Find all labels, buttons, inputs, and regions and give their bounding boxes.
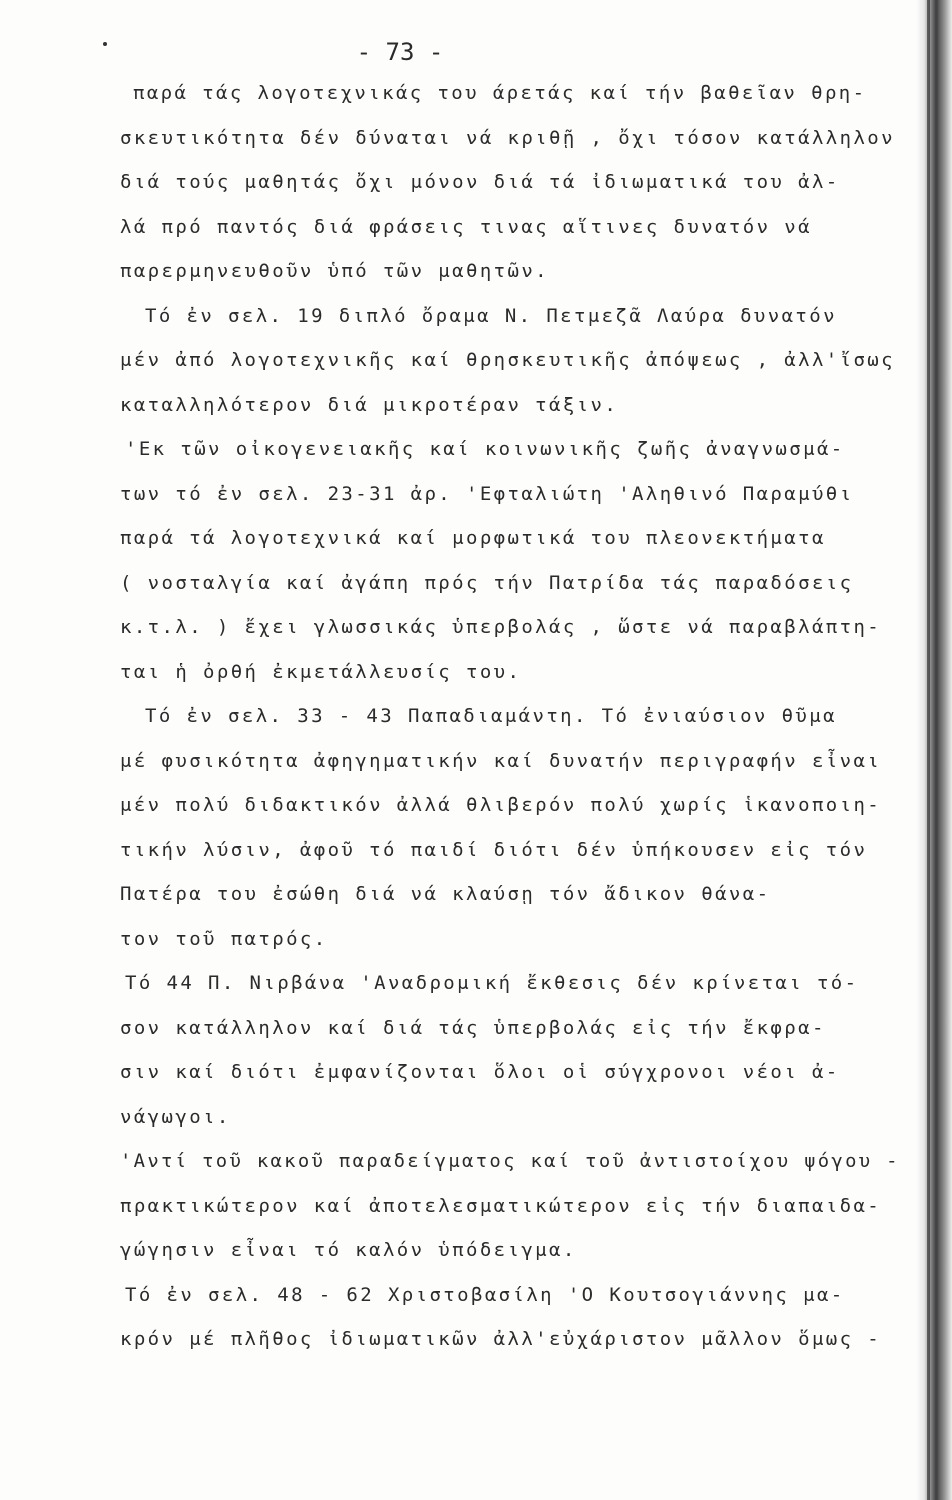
text-line: παρερμηνευθοῦν ὑπό τῶν μαθητῶν. [120,260,550,282]
text-line: σιν καί διότι ἐμφανίζονται ὅλοι οἱ σύγχρονοι νέοι ἀ- [120,1061,840,1083]
text-line: καταλληλότερον διά μικροτέραν τάξιν. [120,393,619,416]
text-line: παρά τά λογοτεχνικά καί μορφωτικά του πλεονεκτήματα [120,527,826,549]
text-line: ται ἡ ὀρθή ἐκμετάλλευσίς του. [120,660,522,683]
text-line: Τό ἐν σελ. 33 - 43 Παπαδιαμάντη. Τό ἐνιαύσιον θῦμα [145,705,837,727]
text-line: ( νοσταλγία καί ἀγάπη πρός τήν Πατρίδα τάς παραδόσεις [120,571,854,594]
text-line: Τό 44 Π. Νιρβάνα 'Αναδρομική ἔκθεσις δέν κρίνεται τό- [125,972,859,994]
text-line: των τό ἐν σελ. 23-31 ἀρ. 'Εφταλιώτη 'Αληθινό Παραμύθι [120,482,854,505]
page-number: - 73 - [356,38,444,66]
text-line: Τό ἐν σελ. 19 διπλό ὄραμα Ν. Πετμεζᾶ Λαύρα δυνατόν [145,304,837,327]
text-line: διά τούς μαθητάς ὄχι μόνον διά τά ἰδιωματικά του ἀλ- [120,171,840,193]
text-line: τικήν λύσιν, ἀφοῦ τό παιδί διότι δέν ὑπήκουσεν εἰς τόν [120,838,868,861]
text-line: Πατέρα του ἐσώθη διά νά κλαύσῃ τόν ἄδικον θάνα- [120,883,771,905]
text-line: 'Αντί τοῦ κακοῦ παραδείγματος καί τοῦ ἀντιστοίχου ψόγου - [120,1150,900,1172]
text-line: πρακτικώτερον καί ἀποτελεσματικώτερον εἰς τήν διαπαιδα- [120,1194,882,1217]
text-line: τον τοῦ πατρός. [120,927,328,950]
text-line: μέ φυσικότητα ἀφηγηματικήν καί δυνατήν περιγραφήν εἶναι [120,749,882,772]
text-line: σκευτικότητα δέν δύναται νά κριθῇ , ὄχι τόσον κατάλληλον [120,126,895,149]
text-line: μέν πολύ διδακτικόν ἀλλά θλιβερόν πολύ χωρίς ἱκανοποιη- [120,794,882,816]
text-line: κ.τ.λ. ) ἔχει γλωσσικάς ὑπερβολάς , ὥστε νά παραβλάπτη- [120,616,882,638]
binding-edge [916,0,952,1500]
text-line: νάγωγοι. [120,1105,231,1128]
text-line: γώγησιν εἶναι τό καλόν ὑπόδειγμα. [120,1239,577,1261]
text-line: κρόν μέ πλῆθος ἰδιωματικῶν ἀλλ'εὐχάριστον μᾶλλον ὅμως - [120,1328,882,1350]
binding-line [927,0,930,1500]
text-line: 'Εκ τῶν οἰκογενειακῆς καί κοινωνικῆς ζωῆς ἀναγνωσμά- [125,438,845,460]
binding-line [936,0,938,1500]
text-line: Τό ἐν σελ. 48 - 62 Χριστοβασίλη 'Ο Κουτσογιάννης μα- [125,1283,845,1306]
text-line: λά πρό παντός διά φράσεις τινας αἵτινες δυνατόν νά [120,215,812,238]
text-line: παρά τάς λογοτεχνικάς του άρετάς καί τήν βαθεῖαν θρη- [133,82,867,104]
text-line: σον κατάλληλον καί διά τάς ὑπερβολάς εἰς τήν ἔκφρα- [120,1016,826,1039]
text-line: μέν ἀπό λογοτεχνικῆς καί θρησκευτικῆς ἀπόψεως , ἀλλ'ἴσως [120,349,895,371]
